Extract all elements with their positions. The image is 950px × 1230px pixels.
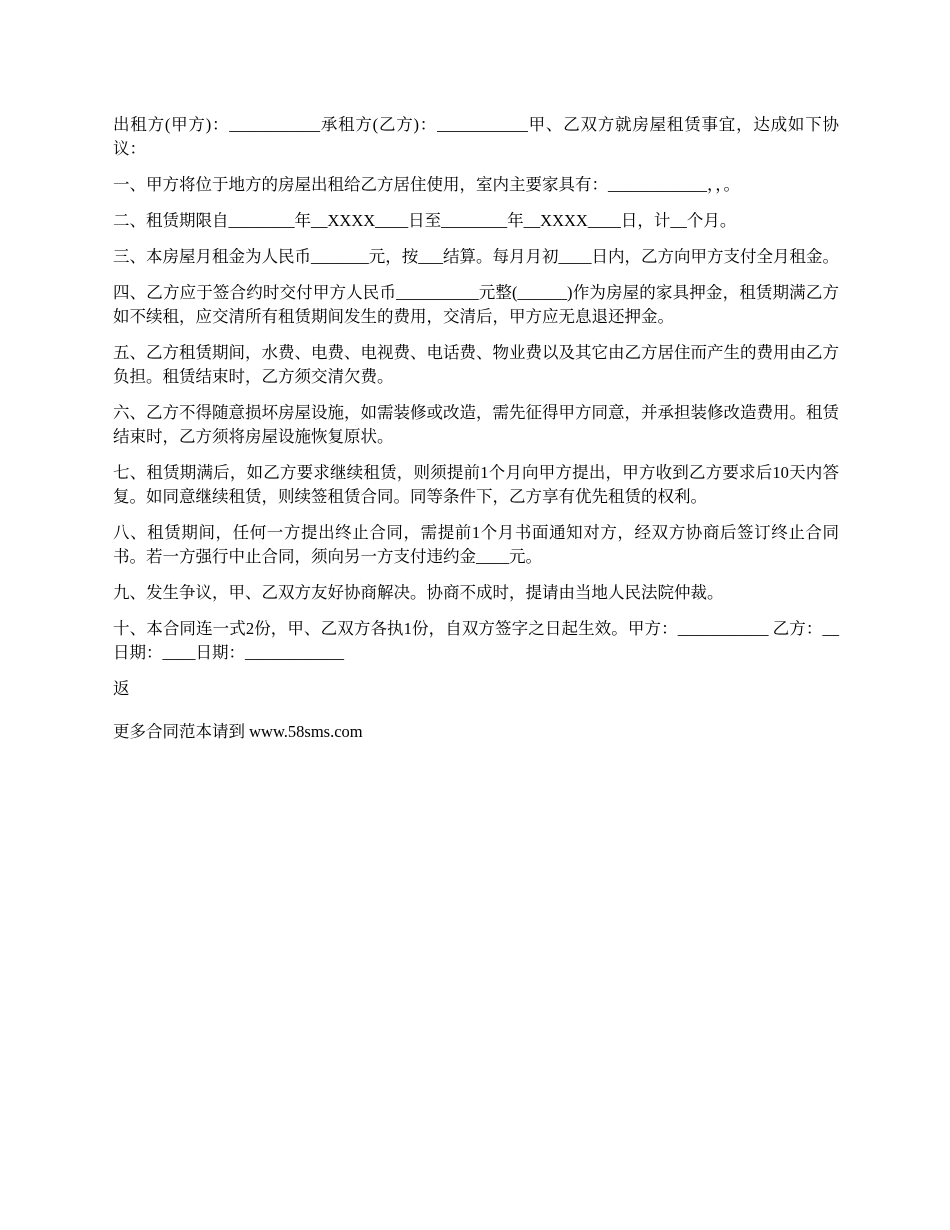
- clause-9-paragraph: 九、发生争议，甲、乙双方友好协商解决。协商不成时，提请由当地人民法院仲裁。: [113, 583, 724, 602]
- clause-6-paragraph: 六、乙方不得随意损坏房屋设施，如需装修或改造，需先征得甲方同意，并承担装修改造费用。租赁结束时，乙方须将房屋设施恢复原状。: [113, 403, 839, 446]
- clause-3-paragraph: 三、本房屋月租金为人民币_______元，按___结算。每月月初____日内，乙方向甲方支付全月租金。: [113, 247, 839, 266]
- contract-parties-paragraph: 出租方(甲方)：___________承租方(乙方)：___________甲、乙双方就房屋租赁事宜，达成如下协议：: [113, 115, 839, 158]
- clause-4-paragraph: 四、乙方应于签合约时交付甲方人民币__________元整(______)作为房屋的家具押金，租赁期满乙方如不续租，应交清所有租赁期间发生的费用，交清后，甲方应无息退还押金。: [113, 283, 839, 326]
- clause-10-paragraph: 十、本合同连一式2份，甲、乙双方各执1份，自双方签字之日起生效。甲方：___________ 乙方：__日期：____日期：____________: [113, 619, 839, 662]
- clause-7-paragraph: 七、租赁期满后，如乙方要求继续租赁，则须提前1个月向甲方提出，甲方收到乙方要求后10天内答复。如同意继续租赁，则续签租赁合同。同等条件下，乙方享有优先租赁的权利。: [113, 463, 839, 506]
- return-text: 返: [113, 679, 130, 698]
- clause-1-paragraph: 一、甲方将位于地方的房屋出租给乙方居住使用，室内主要家具有：____________，，。: [113, 175, 740, 194]
- clause-8-paragraph: 八、租赁期间，任何一方提出终止合同，需提前1个月书面通知对方，经双方协商后签订终止合同书。若一方强行中止合同，须向另一方支付违约金____元。: [113, 523, 839, 566]
- clause-5-paragraph: 五、乙方租赁期间，水费、电费、电视费、电话费、物业费以及其它由乙方居住而产生的费用由乙方负担。租赁结束时，乙方须交清欠费。: [113, 343, 839, 386]
- clause-2-paragraph: 二、租赁期限自________年__XXXX____日至________年__XXXX____日，计__个月。: [113, 211, 737, 230]
- more-contracts-link-text: 更多合同范本请到 www.58sms.com: [113, 722, 363, 741]
- document-body: [113, 113, 839, 763]
